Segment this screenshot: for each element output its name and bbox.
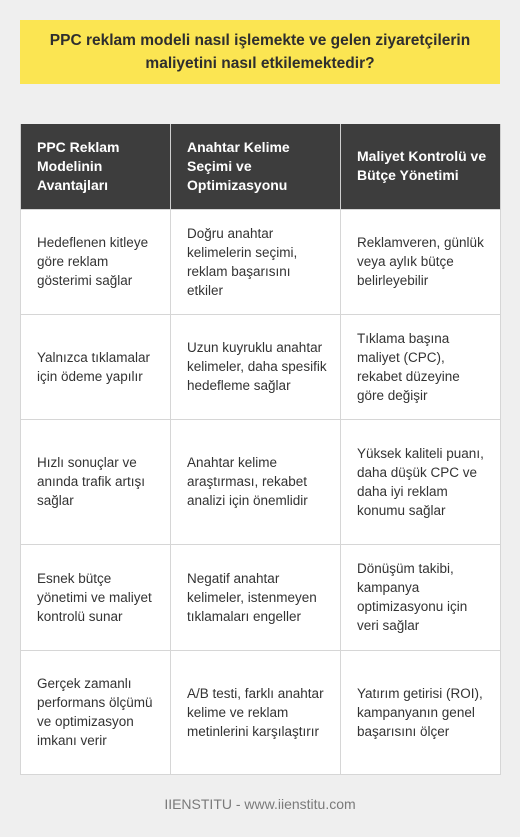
table-cell: Doğru anahtar kelimelerin seçimi, reklam başarısını etkiler: [171, 209, 341, 314]
table-cell: A/B testi, farklı anahtar kelime ve reklam metinlerini karşılaştırır: [171, 650, 341, 774]
column-header-advantages: PPC Reklam Modelinin Avantajları: [21, 124, 171, 209]
column-header-keywords: Anahtar Kelime Seçimi ve Optimizasyonu: [171, 124, 341, 209]
table-cell: Reklamveren, günlük veya aylık bütçe belirleyebilir: [341, 209, 501, 314]
table-cell: Negatif anahtar kelimeler, istenmeyen tıklamaları engeller: [171, 544, 341, 650]
table-row: [21, 419, 501, 544]
footer-credit: IIENSTITU - www.iienstitu.com: [164, 796, 356, 812]
table-cell: Tıklama başına maliyet (CPC), rekabet düzeyine göre değişir: [341, 314, 501, 419]
table-cell: Esnek bütçe yönetimi ve maliyet kontrolü sunar: [21, 544, 171, 650]
table-cell: Yüksek kaliteli puanı, daha düşük CPC ve daha iyi reklam konumu sağlar: [341, 419, 501, 544]
column-header-budget: Maliyet Kontrolü ve Bütçe Yönetimi: [341, 124, 501, 209]
table-header-row: [21, 124, 501, 209]
table-row: [21, 650, 501, 774]
table-row: [21, 544, 501, 650]
table-row: [21, 209, 501, 314]
table-row: [21, 314, 501, 419]
table-cell: Dönüşüm takibi, kampanya optimizasyonu için veri sağlar: [341, 544, 501, 650]
table-cell: Hızlı sonuçlar ve anında trafik artışı sağlar: [21, 419, 171, 544]
comparison-table: [20, 124, 501, 775]
table-cell: Uzun kuyruklu anahtar kelimeler, daha spesifik hedefleme sağlar: [171, 314, 341, 419]
title-banner: [20, 20, 500, 84]
table-cell: Anahtar kelime araştırması, rekabet analizi için önemlidir: [171, 419, 341, 544]
page-title: PPC reklam modeli nasıl işlemekte ve gelen ziyaretçilerin maliyetini nasıl etkilemektedir?: [49, 32, 471, 72]
table-cell: Gerçek zamanlı performans ölçümü ve optimizasyon imkanı verir: [21, 650, 171, 774]
table-cell: Yalnızca tıklamalar için ödeme yapılır: [21, 314, 171, 419]
table-cell: Hedeflenen kitleye göre reklam gösterimi sağlar: [21, 209, 171, 314]
table-cell: Yatırım getirisi (ROI), kampanyanın genel başarısını ölçer: [341, 650, 501, 774]
